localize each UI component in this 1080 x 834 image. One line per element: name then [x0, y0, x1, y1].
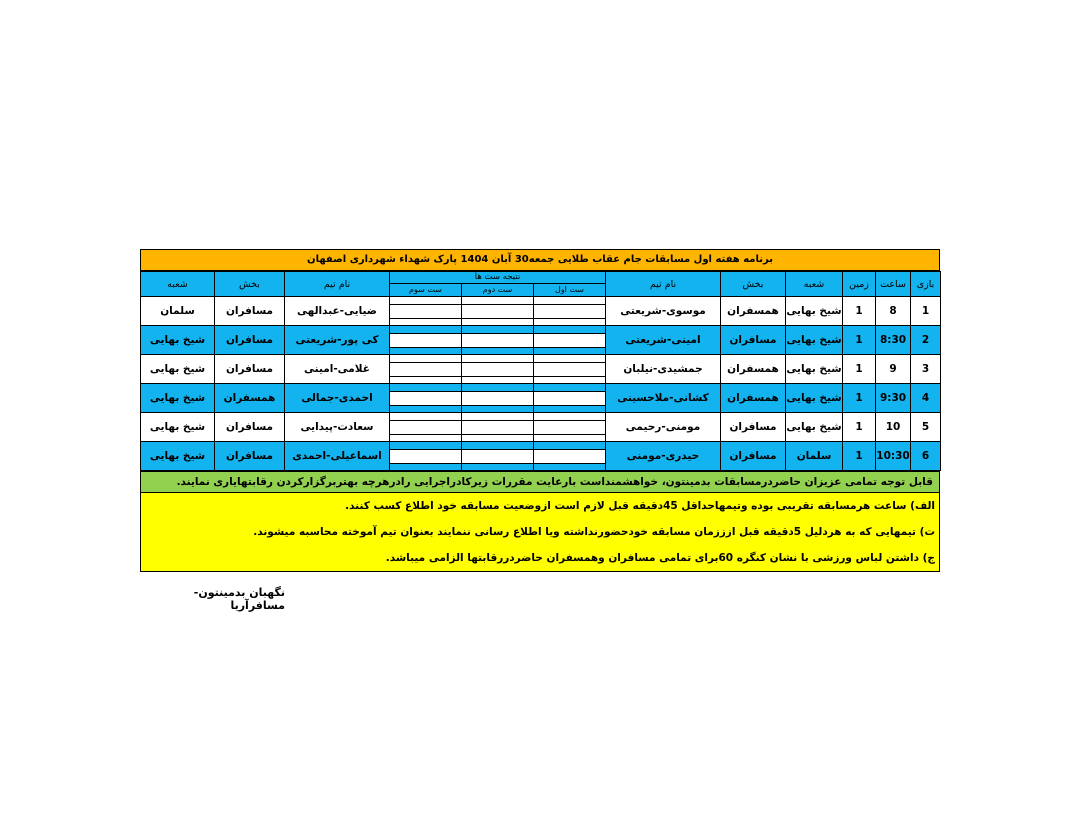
table-header-row: [141, 272, 941, 297]
set-score-cell: [461, 297, 533, 325]
cell-branch: سلمان: [786, 442, 843, 471]
cell-team: کشانی-ملاحسینی: [606, 384, 721, 413]
header-set1: ست اول: [533, 284, 605, 296]
cell-court: 1: [843, 326, 876, 355]
cell-team: امینی-شریعتی: [606, 326, 721, 355]
cell-section-2: مسافران: [215, 355, 285, 384]
cell-branch-2: شیخ بهایی: [141, 413, 215, 442]
cell-section: مسافران: [721, 442, 786, 471]
table-row: [141, 355, 941, 384]
set-score-cell: [390, 384, 461, 412]
cell-court: 1: [843, 384, 876, 413]
header-branch-2: شعبه: [141, 272, 215, 297]
cell-time: 8: [876, 297, 911, 326]
cell-branch-2: شیخ بهایی: [141, 442, 215, 471]
cell-game: 1: [911, 297, 941, 326]
schedule-sheet: [140, 249, 940, 572]
set-score-cell: [461, 326, 533, 354]
cell-branch-2: سلمان: [141, 297, 215, 326]
rule-alef: الف) ساعت هرمسابقه تقریبی بوده وتیمهاحداقل 45دقیقه قبل لازم است ازوضعیت مسابقه خود اطلاع کسب کنند.: [345, 500, 935, 512]
cell-team-2: ضیایی-عبدالهی: [285, 297, 390, 326]
cell-time: 8:30: [876, 326, 911, 355]
cell-scores: [390, 384, 606, 413]
set-score-cell: [461, 413, 533, 441]
cell-branch: شیخ بهایی: [786, 326, 843, 355]
cell-court: 1: [843, 413, 876, 442]
header-court: زمین: [843, 272, 876, 297]
cell-time: 10:30: [876, 442, 911, 471]
cell-game: 3: [911, 355, 941, 384]
header-team-name: نام تیم: [606, 272, 721, 297]
header-team-name-2: نام تیم: [285, 272, 390, 297]
table-row: [141, 413, 941, 442]
cell-team-2: احمدی-جمالی: [285, 384, 390, 413]
set-score-cell: [390, 355, 461, 383]
cell-section-2: مسافران: [215, 413, 285, 442]
set-score-cell: [533, 442, 605, 470]
notice-green: قابل توجه تمامی عزیزان حاضردرمسابقات بدمینتون، خواهشمنداست بارعایت مقررات زیرکادراجرایی رادرهرچه بهتربرگزارکردن رقابتهایاری نمایند.: [140, 471, 940, 493]
header-set3: ست سوم: [409, 285, 442, 294]
cell-scores: [390, 326, 606, 355]
header-time: ساعت: [876, 272, 911, 297]
cell-game: 5: [911, 413, 941, 442]
rule-jim: ج) داشتن لباس ورزشی با نشان کنگره 60برای تمامی مسافران وهمسفران حاضردررقابتها الزامی میباشد.: [385, 552, 935, 564]
header-branch: شعبه: [786, 272, 843, 297]
rule-te: ت) تیمهایی که به هردلیل 5دقیقه قبل ازززمان مسابقه خودحضورنداشته ویا اطلاع رسانی ننمایند بعنوان تیم آموخته محاسبه میشوند.: [253, 526, 935, 538]
cell-section: مسافران: [721, 326, 786, 355]
table-row: [141, 384, 941, 413]
header-game: بازی: [911, 272, 941, 297]
cell-court: 1: [843, 355, 876, 384]
cell-team-2: غلامی-امینی: [285, 355, 390, 384]
set-score-cell: [533, 297, 605, 325]
cell-branch-2: شیخ بهایی: [141, 326, 215, 355]
cell-section-2: همسفران: [215, 384, 285, 413]
cell-team-2: اسماعیلی-احمدی: [285, 442, 390, 471]
header-section: بخش: [721, 272, 786, 297]
cell-branch-2: شیخ بهایی: [141, 355, 215, 384]
schedule-table: [140, 271, 941, 471]
set-score-cell: [390, 442, 461, 470]
table-row: [141, 326, 941, 355]
set-score-cell: [533, 413, 605, 441]
schedule-title: برنامه هفته اول مسابقات جام عقاب طلایی جمعه30 آبان 1404 پارک شهداء شهرداری اصفهان: [140, 249, 940, 271]
cell-section-2: مسافران: [215, 297, 285, 326]
cell-team: موسوی-شریعتی: [606, 297, 721, 326]
cell-court: 1: [843, 442, 876, 471]
cell-section: همسفران: [721, 384, 786, 413]
cell-branch: شیخ بهایی: [786, 355, 843, 384]
cell-scores: [390, 413, 606, 442]
header-section-2: بخش: [215, 272, 285, 297]
cell-time: 9:30: [876, 384, 911, 413]
set-score-cell: [390, 326, 461, 354]
cell-court: 1: [843, 297, 876, 326]
header-sets-result: نتیجه ست ها: [390, 272, 605, 284]
set-score-cell: [461, 355, 533, 383]
cell-game: 2: [911, 326, 941, 355]
cell-scores: [390, 355, 606, 384]
set-score-cell: [533, 355, 605, 383]
rules-block: [140, 493, 940, 572]
set-score-cell: [390, 297, 461, 325]
cell-team: جمشیدی-نیلبان: [606, 355, 721, 384]
header-sets: [390, 272, 606, 297]
cell-time: 9: [876, 355, 911, 384]
cell-game: 6: [911, 442, 941, 471]
set-score-cell: [390, 413, 461, 441]
cell-branch: شیخ بهایی: [786, 297, 843, 326]
cell-branch: شیخ بهایی: [786, 413, 843, 442]
cell-branch-2: شیخ بهایی: [141, 384, 215, 413]
footer-signature: نگهبان بدمینتون- مسافرآریا: [193, 586, 285, 612]
cell-section-2: مسافران: [215, 326, 285, 355]
cell-team: حیدری-مومنی: [606, 442, 721, 471]
cell-section-2: مسافران: [215, 442, 285, 471]
set-score-cell: [461, 384, 533, 412]
cell-section: همسفران: [721, 355, 786, 384]
cell-branch: شیخ بهایی: [786, 384, 843, 413]
cell-section: مسافران: [721, 413, 786, 442]
cell-team: مومنی-رحیمی: [606, 413, 721, 442]
table-row: [141, 442, 941, 471]
cell-section: همسفران: [721, 297, 786, 326]
set-score-cell: [461, 442, 533, 470]
set-score-cell: [533, 384, 605, 412]
header-set2: ست دوم: [461, 284, 533, 296]
set-score-cell: [533, 326, 605, 354]
cell-time: 10: [876, 413, 911, 442]
table-row: [141, 297, 941, 326]
cell-game: 4: [911, 384, 941, 413]
cell-team-2: کی پور-شریعتی: [285, 326, 390, 355]
cell-scores: [390, 442, 606, 471]
cell-scores: [390, 297, 606, 326]
cell-team-2: سعادت-پیدایی: [285, 413, 390, 442]
